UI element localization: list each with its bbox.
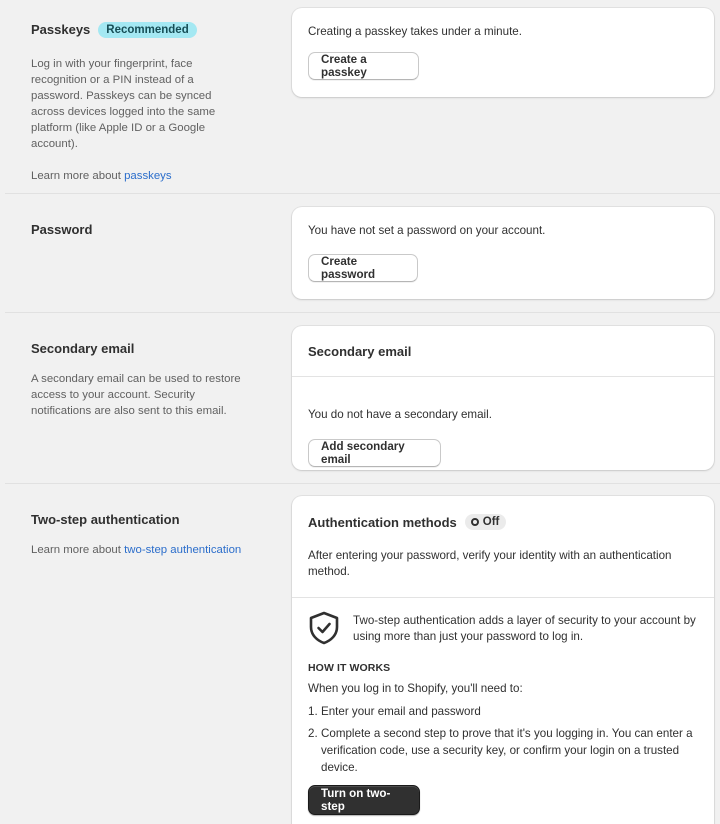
create-passkey-button[interactable]: Create a passkey [308,52,419,80]
password-title: Password [31,222,93,237]
secondary-email-description: A secondary email can be used to restore access to your account. Security notifications are also sent to this email. [31,373,241,417]
step-text: Enter your email and password [321,705,481,718]
secondary-email-card [292,326,714,470]
card-divider [292,597,714,598]
card-divider [292,376,714,377]
turn-on-two-step-button[interactable]: Turn on two-step [308,785,420,815]
shield-check-icon [308,611,340,645]
status-label: Off [482,516,500,528]
list-item [308,703,698,720]
learn-more-prefix: Learn more about [31,170,125,182]
two-step-link[interactable]: two-step authentication [124,544,242,556]
step-text: Complete a second step to prove that it's you logging in. You can enter a verification code, use a security key, or confirm your login on a trusted device. [321,727,693,774]
step-number: 2. [308,727,318,740]
authentication-methods-title: Authentication methods [308,515,457,530]
authentication-methods-heading [308,514,506,530]
passkeys-learn-more [31,168,246,184]
secondary-email-title: Secondary email [31,341,135,356]
authentication-methods-card [292,496,714,824]
passkeys-link[interactable]: passkeys [124,170,172,182]
how-it-works-title: HOW IT WORKS [308,662,391,674]
passkeys-heading [31,22,246,38]
step-number: 1. [308,705,318,718]
password-section [0,194,720,312]
two-step-section [0,484,720,824]
password-card [292,207,714,299]
two-step-title: Two-step authentication [31,512,180,527]
recommended-badge: Recommended [98,22,196,38]
learn-more-prefix: Learn more about [31,544,125,556]
authentication-intro: After entering your password, verify your identity with an authentication method. [308,549,672,578]
passkeys-section [0,0,720,193]
password-card-text: You have not set a password on your account. [308,224,546,237]
how-it-works-intro: When you log in to Shopify, you'll need to: [308,682,523,695]
status-badge [465,514,507,530]
secondary-email-card-text: You do not have a secondary email. [308,408,492,421]
shield-text: Two-step authentication adds a layer of security to your account by using more than just your password to log in. [353,614,696,643]
secondary-email-card-title: Secondary email [308,344,412,359]
passkeys-title: Passkeys [31,22,91,37]
passkey-card [292,8,714,97]
passkey-card-text: Creating a passkey takes under a minute. [308,25,522,38]
secondary-email-section [0,313,720,483]
create-password-button[interactable]: Create password [308,254,418,282]
list-item [308,725,698,776]
two-step-learn-more [31,542,271,558]
passkeys-description: Log in with your fingerprint, face recognition or a PIN instead of a password. Passkeys can be synced across devices logged into the same platform (like Apple ID or a Google account). [31,58,216,150]
status-off-icon [471,518,479,526]
add-secondary-email-button[interactable]: Add secondary email [308,439,441,467]
